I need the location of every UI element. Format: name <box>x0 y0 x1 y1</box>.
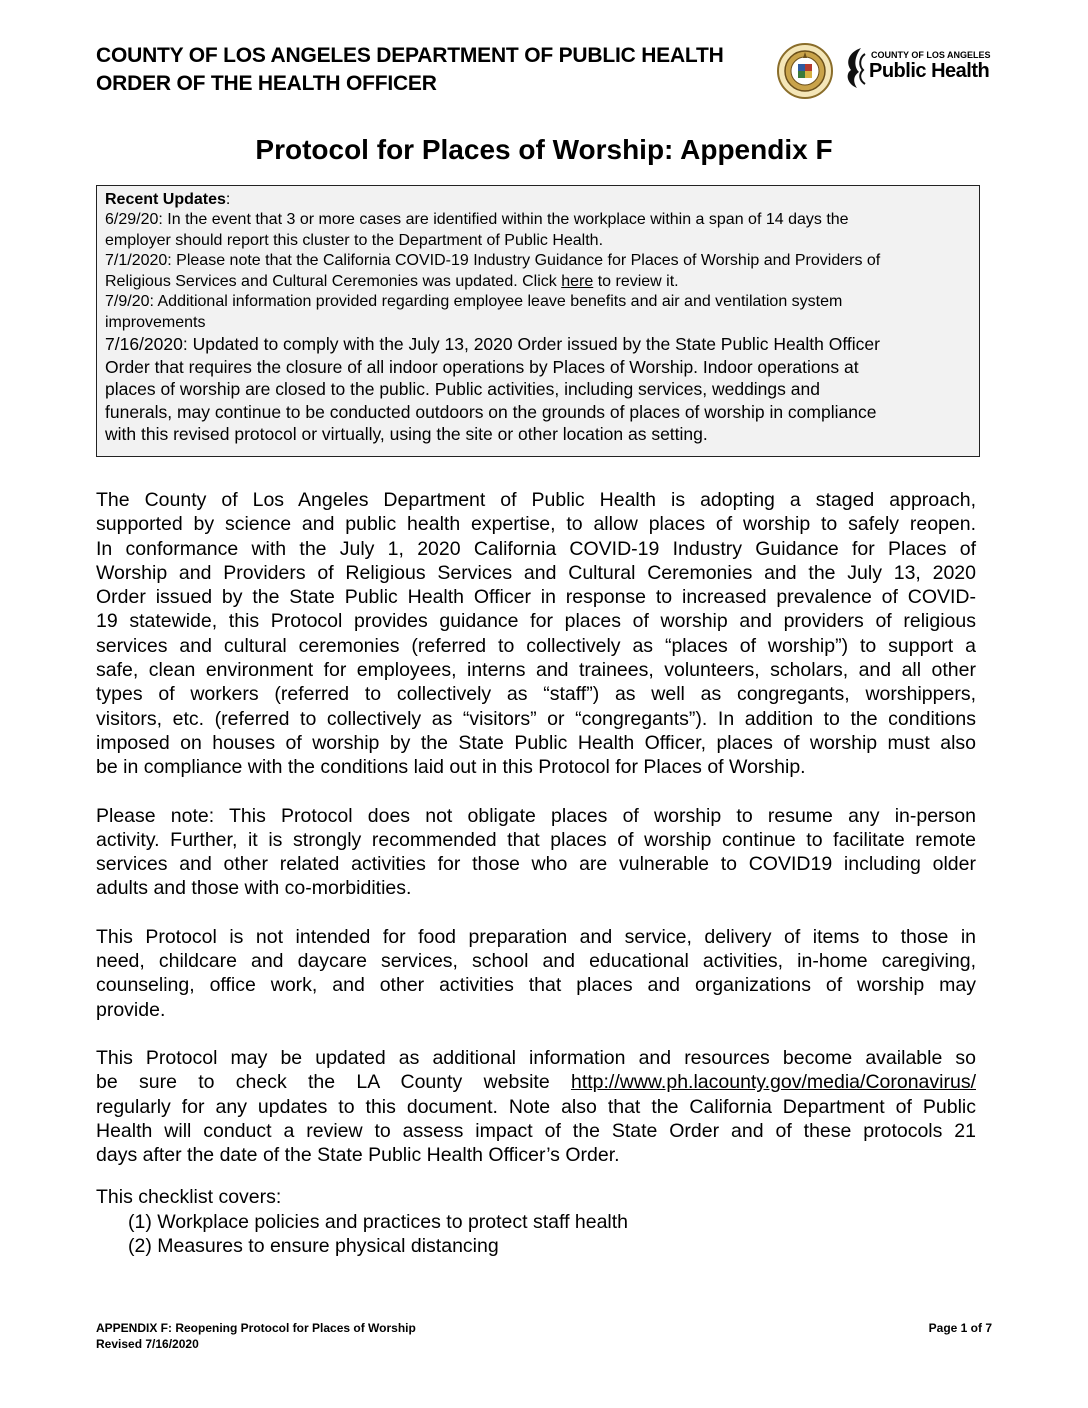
update-line: places of worship are closed to the public. Public activities, including services, weddings and <box>105 379 820 400</box>
paragraph-note <box>96 804 976 901</box>
footer-revised-text: Revised 7/16/2020 <box>96 1337 199 1351</box>
county-seal-icon <box>776 42 834 100</box>
update-text: to review it. <box>593 272 679 290</box>
text-line: activity. Further, it is strongly recommended that places of worship continue to facilitate remote <box>96 828 976 851</box>
updates-heading <box>105 190 971 210</box>
la-county-website-link[interactable]: http://www.ph.lacounty.gov/media/Coronavirus/ <box>570 1071 976 1094</box>
text-line: supported by science and public health expertise, to allow places of worship to safely reopen. <box>96 513 976 536</box>
text-line: 19 statewide, this Protocol provides guidance for places of worship and providers of religious <box>96 610 976 633</box>
updates-heading-label: Recent Updates <box>105 191 226 208</box>
footer-title-text: APPENDIX F: Reopening Protocol for Places of Worship <box>96 1321 416 1335</box>
text-line: types of workers (referred to collectively as “staff”) as well as congregants, worshippers, <box>96 683 976 706</box>
text-line: services and other related activities for those who are vulnerable to COVID19 including older <box>96 853 976 876</box>
text-line: services and cultural ceremonies (referred to collectively as “places of worship”) to support a <box>96 634 976 657</box>
checklist-item: (2) Measures to ensure physical distancing <box>128 1235 499 1258</box>
text-line: need, childcare and daycare services, school and educational activities, in-home caregiving, <box>96 950 976 973</box>
text-line: The County of Los Angeles Department of Public Health is adopting a staged approach, <box>96 489 976 511</box>
footer-title <box>96 1320 992 1336</box>
update-line: 7/9/20: Additional information provided regarding employee leave benefits and air and ventilation system <box>105 293 843 310</box>
update-line: Order that requires the closure of all indoor operations by Places of Worship. Indoor operations at <box>105 356 859 377</box>
update-line: with this revised protocol or virtually, using the site or other location as setting. <box>105 424 708 445</box>
text-line-with-link <box>96 1070 976 1094</box>
checklist-item: (1) Workplace policies and practices to protect staff health <box>128 1210 629 1233</box>
here-link[interactable]: here <box>561 272 594 290</box>
text-line: In conformance with the July 1, 2020 California COVID-19 Industry Guidance for Places of <box>96 537 976 560</box>
text-line: provide. <box>96 998 166 1021</box>
public-health-mark-icon <box>841 46 871 90</box>
text-segment: be sure to check the LA County website <box>96 1071 571 1094</box>
text-line: be in compliance with the conditions laid out in this Protocol for Places of Worship. <box>96 756 806 779</box>
page-number: Page 1 of 7 <box>928 1321 992 1335</box>
text-line: safe, clean environment for employees, interns and trainees, volunteers, scholars, and all other <box>96 659 976 682</box>
update-line: employer should report this cluster to the Department of Public Health. <box>105 231 604 249</box>
text-line: Health will conduct a review to assess impact of the State Order and of these protocols 21 <box>96 1119 976 1142</box>
document-body <box>96 488 976 1258</box>
update-line: 6/29/20: In the event that 3 or more cases are identified within the workplace within a span of 14 days the <box>105 211 849 228</box>
update-line: 7/16/2020: Updated to comply with the July 13, 2020 Order issued by the State Public Health Officer <box>105 334 880 354</box>
recent-updates-box <box>96 185 980 457</box>
text-line: imposed on houses of worship by the State Public Health Officer, places of worship must also <box>96 731 976 754</box>
header-line-1: COUNTY OF LOS ANGELES DEPARTMENT OF PUBLIC HEALTH <box>96 44 724 67</box>
text-line: days after the date of the State Public Health Officer’s Order. <box>96 1144 620 1167</box>
paragraph-intro <box>96 488 976 780</box>
page-footer <box>96 1320 992 1352</box>
text-line: Order issued by the State Public Health Officer in response to increased prevalence of COVID- <box>96 586 976 609</box>
text-line: adults and those with co-morbidities. <box>96 877 412 900</box>
document-header <box>96 42 996 102</box>
text-line: regularly for any updates to this document. Note also that the California Department of Public <box>96 1095 976 1118</box>
update-line: improvements <box>105 313 206 331</box>
updates-heading-colon: : <box>225 191 231 208</box>
header-line-2: ORDER OF THE HEALTH OFFICER <box>96 72 437 95</box>
paragraph-scope <box>96 925 976 1022</box>
checklist-intro: This checklist covers: <box>96 1186 282 1209</box>
public-health-logo <box>841 46 991 90</box>
text-line: counseling, office work, and other activities that places and organizations of worship may <box>96 974 976 997</box>
paragraph-updates <box>96 1046 976 1167</box>
logo-big-text: Public Health <box>869 60 990 82</box>
page-title: Protocol for Places of Worship: Appendix F <box>255 134 833 165</box>
footer-revised <box>96 1336 992 1352</box>
text-line: Worship and Providers of Religious Services and Cultural Ceremonies and the July 13, 2020 <box>96 561 976 584</box>
logo-small-text: COUNTY OF LOS ANGELES <box>871 50 991 60</box>
update-line-with-link <box>105 272 971 293</box>
text-line: Please note: This Protocol does not obligate places of worship to resume any in-person <box>96 804 976 827</box>
update-text: Religious Services and Cultural Ceremonies was updated. Click <box>105 272 562 290</box>
text-line: This Protocol is not intended for food preparation and service, delivery of items to those in <box>96 925 976 948</box>
update-line: 7/1/2020: Please note that the California COVID-19 Industry Guidance for Places of Worship and Providers of <box>105 252 881 269</box>
checklist <box>96 1185 976 1258</box>
update-line: funerals, may continue to be conducted outdoors on the grounds of places of worship in compliance <box>105 401 877 422</box>
text-line: visitors, etc. (referred to collectively as “visitors” or “congregants”). In addition to the conditions <box>96 707 976 730</box>
text-line: This Protocol may be updated as additional information and resources become available so <box>96 1046 976 1069</box>
